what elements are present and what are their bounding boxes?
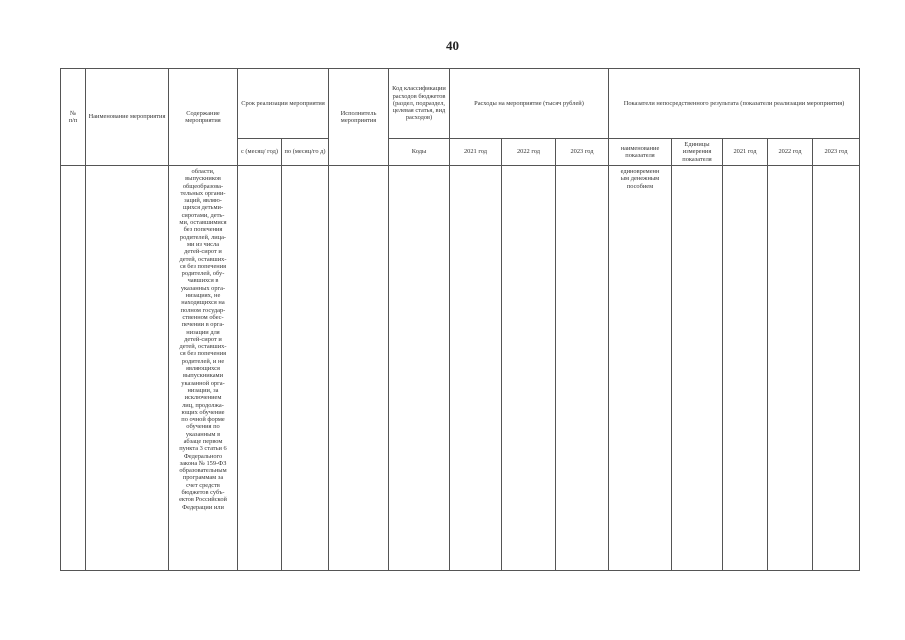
header-term: Срок реализации мероприятия bbox=[238, 69, 329, 139]
cell-res-2023 bbox=[813, 166, 860, 571]
cell-indicator-unit bbox=[672, 166, 723, 571]
header-row-1 bbox=[61, 69, 860, 139]
cell-content: области, выпускников общеобразова- тельных органи- заций, являю- щихся детьми- сиротами, деть- ми, оставшимися без попечения родителей, лица- ми из числа детей-сирот и детей, оставших- ся без попечения родителей, обу- чавшихся в указанных орга- низациях, не находящихся на полном государ- ственном обес- печении в орга- низации для детей-сирот и детей, оставших- ся без попечения родителей, и не являющихся выпускниками указанной орга- низации, за исключением лиц, продолжа- ющих обучение по очной форме обучения по указанным в абзаце первом пункта 3 статьи 6 Федерального закона № 159-ФЗ образовательным программам за счет средств бюджетов субъ- ектов Российской Федерации или bbox=[169, 166, 238, 571]
header-indicator-name: наименование показателя bbox=[609, 139, 672, 166]
header-exp-2022: 2022 год bbox=[502, 139, 556, 166]
header-term-from: с (месяц/ год) bbox=[238, 139, 282, 166]
cell-indicator-name: единовременн ым денежным пособием bbox=[609, 166, 672, 571]
cell-num bbox=[61, 166, 86, 571]
header-exp-2023: 2023 год bbox=[556, 139, 609, 166]
header-content: Содержание мероприятия bbox=[169, 69, 238, 166]
cell-code bbox=[389, 166, 450, 571]
cell-exp-2021 bbox=[450, 166, 502, 571]
header-term-to: по (месяц/го д) bbox=[282, 139, 329, 166]
cell-exp-2022 bbox=[502, 166, 556, 571]
header-name: Наименование мероприятия bbox=[86, 69, 169, 166]
header-expenses: Расходы на мероприятие (тысяч рублей) bbox=[450, 69, 609, 139]
cell-exp-2023 bbox=[556, 166, 609, 571]
header-res-2022: 2022 год bbox=[768, 139, 813, 166]
activity-plan-table bbox=[60, 68, 860, 571]
header-num: № п/п bbox=[61, 69, 86, 166]
header-res-2021: 2021 год bbox=[723, 139, 768, 166]
header-indicator-unit: Единицы измерения показателя bbox=[672, 139, 723, 166]
header-code: Код классификации расходов бюджетов (раздел, подраздел, целевая статья, вид расходов) bbox=[389, 69, 450, 139]
cell-res-2021 bbox=[723, 166, 768, 571]
page-number: 40 bbox=[446, 38, 459, 53]
cell-name bbox=[86, 166, 169, 571]
cell-term-to bbox=[282, 166, 329, 571]
header-exp-2021: 2021 год bbox=[450, 139, 502, 166]
table-row bbox=[61, 166, 860, 571]
cell-term-from bbox=[238, 166, 282, 571]
header-results: Показатели непосредственного результата (показатели реализации мероприятия) bbox=[609, 69, 860, 139]
cell-executor bbox=[329, 166, 389, 571]
header-res-2023: 2023 год bbox=[813, 139, 860, 166]
header-executor: Исполнитель мероприятия bbox=[329, 69, 389, 166]
cell-res-2022 bbox=[768, 166, 813, 571]
header-code-sub: Коды bbox=[389, 139, 450, 166]
